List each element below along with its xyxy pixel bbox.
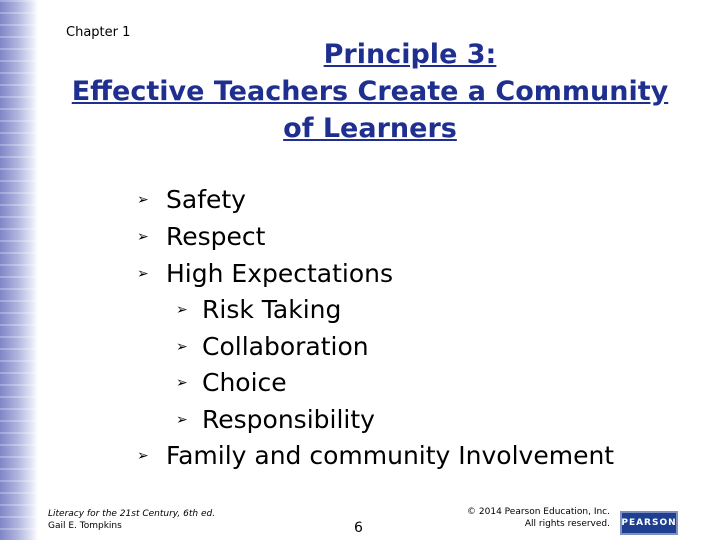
footer-book-title: Literacy for the 21st Century, 6th ed.	[48, 509, 216, 519]
arrow-bullet-icon: ➢	[137, 192, 149, 208]
arrow-bullet-icon: ➢	[176, 375, 188, 391]
arrow-bullet-icon: ➢	[137, 448, 149, 464]
footer-source	[48, 508, 215, 532]
copyright-notice	[467, 506, 610, 530]
arrow-bullet-icon: ➢	[176, 339, 188, 355]
bullet-text: Safety	[166, 185, 246, 214]
arrow-bullet-icon: ➢	[176, 302, 188, 318]
pearson-logo: PEARSON	[620, 511, 678, 535]
bullet-text: Respect	[166, 222, 266, 251]
copyright-line-1: © 2014 Pearson Education, Inc.	[467, 507, 610, 517]
arrow-bullet-icon: ➢	[137, 229, 149, 245]
title-line-3: of Learners	[283, 113, 457, 144]
page-number: 6	[354, 520, 363, 536]
footer-author: Gail E. Tompkins	[48, 521, 122, 531]
arrow-bullet-icon: ➢	[176, 412, 188, 428]
bullet-text: Family and community Involvement	[166, 441, 615, 470]
bullet-text: Responsibility	[202, 405, 375, 434]
bullet-text: Risk Taking	[202, 295, 342, 324]
title-line-1: Principle 3:	[323, 39, 497, 70]
bullet-text: High Expectations	[166, 259, 394, 288]
bullet-text: Collaboration	[202, 332, 369, 361]
copyright-line-2: All rights reserved.	[524, 519, 610, 529]
arrow-bullet-icon: ➢	[137, 266, 149, 282]
chapter-label: Chapter 1	[66, 25, 131, 40]
decorative-side-band	[0, 0, 38, 540]
title-line-2: Effective Teachers Create a Community	[71, 76, 669, 107]
bullet-text: Choice	[202, 368, 287, 397]
slide-title	[40, 36, 700, 147]
